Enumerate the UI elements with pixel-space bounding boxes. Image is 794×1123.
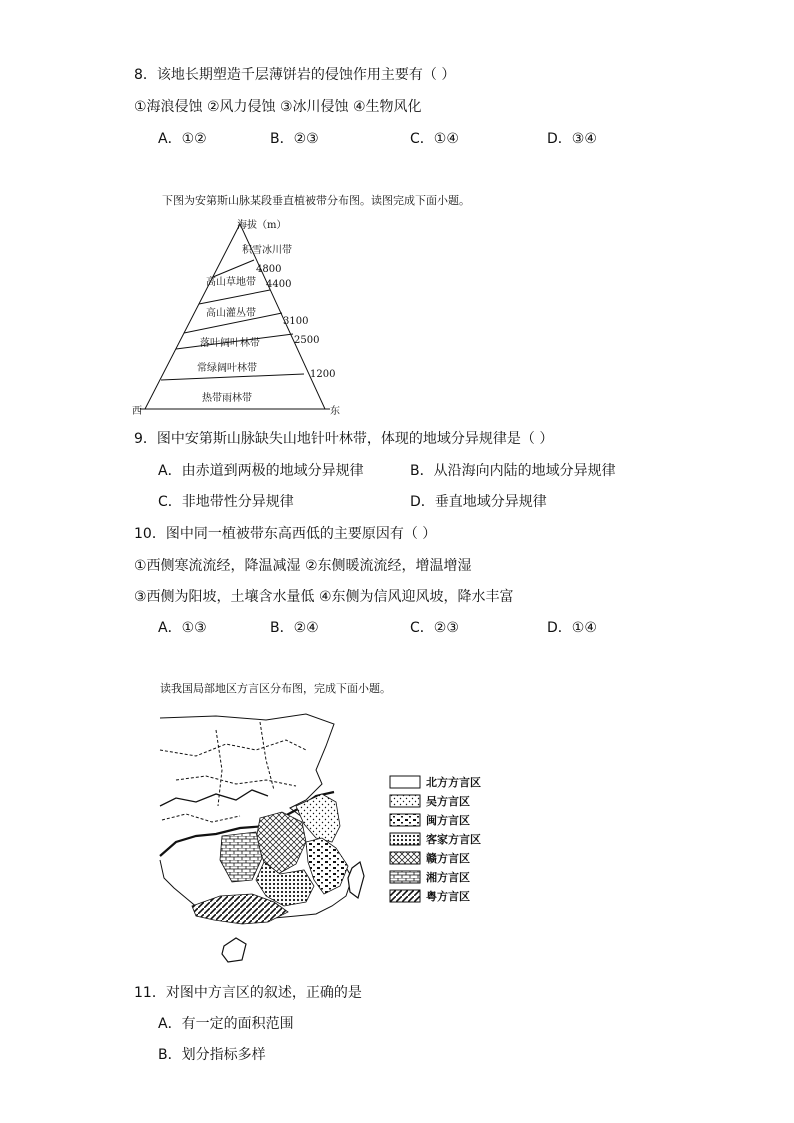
q9-stem: 9．图中安第斯山脉缺失山地针叶林带，体现的地域分异规律是（ ） (134, 431, 554, 447)
vegetation-belt-diagram (120, 212, 360, 422)
taiwan-island (348, 862, 364, 898)
belt-alpine-shrub: 高山灌丛带 (206, 308, 256, 319)
figure1-intro: 下图为安第斯山脉某段垂直植被带分布图。读图完成下面小题。 (162, 194, 470, 207)
q11-option-a: A．有一定的面积范围 (158, 1016, 294, 1032)
belt-deciduous: 落叶阔叶林带 (200, 338, 260, 349)
q10-items-2: ③西侧为阳坡，土壤含水量低 ④东侧为信风迎风坡，降水丰富 (134, 589, 514, 605)
q8-option-b: B．②③ (270, 131, 319, 147)
elev-2500: 2500 (294, 335, 320, 346)
q11-option-b: B．划分指标多样 (158, 1047, 266, 1063)
legend-north: 北方方言区 (426, 776, 481, 789)
q10-stem: 10．图中同一植被带东高西低的主要原因有（ ） (134, 526, 437, 542)
elev-4800: 4800 (256, 264, 282, 275)
q8-items: ①海浪侵蚀 ②风力侵蚀 ③冰川侵蚀 ④生物风化 (134, 99, 422, 115)
legend-yue: 粤方言区 (426, 890, 470, 903)
legend-gan: 赣方言区 (426, 852, 470, 865)
figure2-intro: 读我国局部地区方言区分布图，完成下面小题。 (160, 682, 391, 695)
belt-evergreen: 常绿阔叶林带 (197, 363, 257, 374)
q9-option-c: C．非地带性分异规律 (158, 494, 294, 510)
map-legend (390, 775, 481, 903)
belt-snow: 积雪冰川带 (242, 245, 292, 256)
legend-min: 闽方言区 (426, 814, 470, 827)
q10-items-1: ①西侧寒流流经，降温减湿 ②东侧暖流流经，增温增湿 (134, 558, 472, 574)
q9-option-d: D．垂直地域分异规律 (410, 494, 547, 510)
q11-stem: 11．对图中方言区的叙述，正确的是 (134, 985, 362, 1001)
q9-option-b: B．从沿海向内陆的地域分异规律 (410, 463, 616, 479)
legend-wu: 吴方言区 (426, 795, 470, 808)
q8-stem: 8．该地长期塑造千层薄饼岩的侵蚀作用主要有（ ） (134, 67, 456, 83)
label-west: 西 (132, 406, 142, 417)
q8-option-d: D．③④ (547, 131, 597, 147)
q10-option-b: B．②④ (270, 620, 319, 636)
label-east: 东 (330, 406, 340, 417)
q9-option-a: A．由赤道到两极的地域分异规律 (158, 463, 364, 479)
elev-4400: 4400 (266, 279, 292, 290)
q8-option-a: A．①② (158, 131, 207, 147)
q10-option-a: A．①③ (158, 620, 207, 636)
belt-rainforest: 热带雨林带 (202, 393, 252, 404)
hainan-island (222, 938, 246, 962)
legend-xiang: 湘方言区 (426, 871, 470, 884)
xiang-region (220, 832, 262, 882)
elev-1200: 1200 (310, 369, 336, 380)
elev-3100: 3100 (283, 316, 309, 327)
belt-alpine-meadow: 高山草地带 (206, 277, 256, 288)
fig1-ylabel: 海拔（m） (237, 220, 287, 231)
q10-option-c: C．②③ (410, 620, 459, 636)
q10-option-d: D．①④ (547, 620, 597, 636)
q8-option-c: C．①④ (410, 131, 459, 147)
legend-hakka: 客家方言区 (426, 833, 481, 846)
dialect-map (156, 710, 506, 970)
